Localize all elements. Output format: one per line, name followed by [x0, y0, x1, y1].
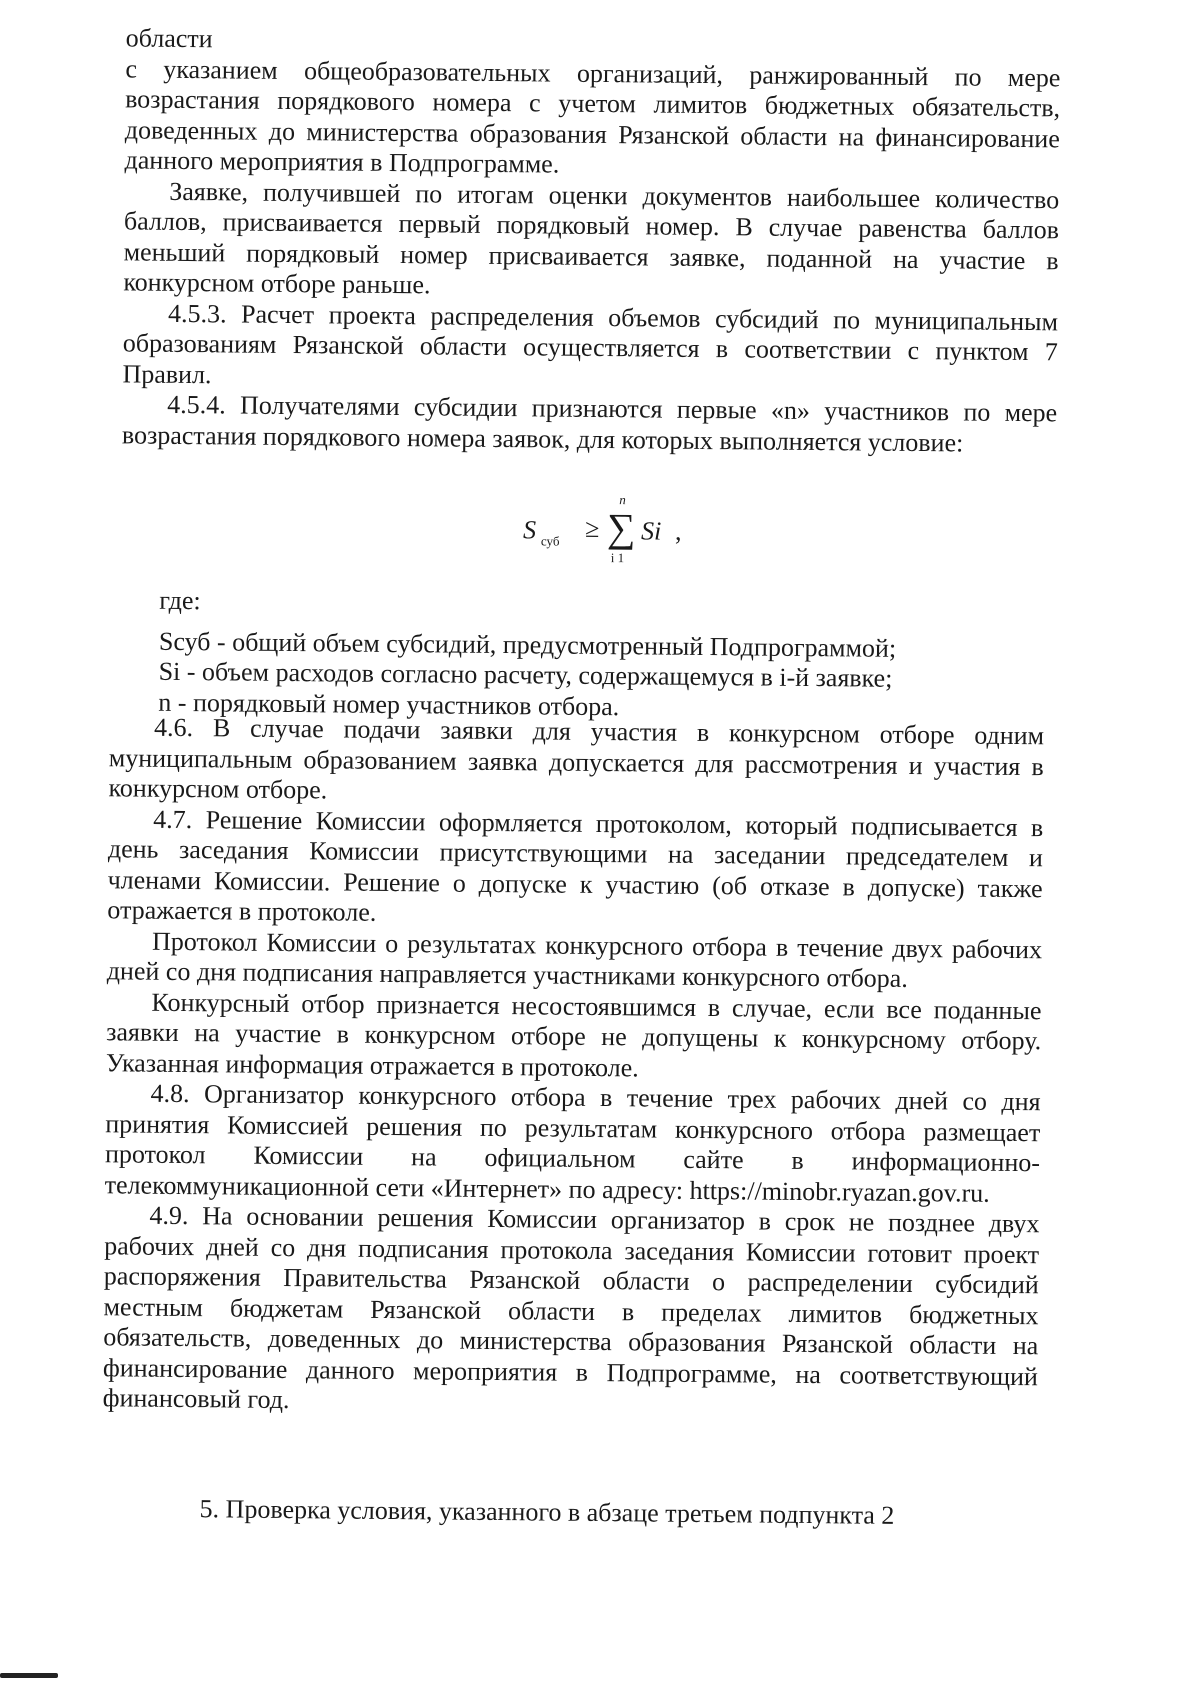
continuation-word: области [125, 23, 213, 54]
text-block-main [103, 712, 1045, 1422]
definition-n: n - порядковый номер участников отбора. [158, 687, 620, 721]
paragraph-protocol: Протокол Комиссии о результатах конкурсного отбора в течение двух рабочих дней со дня подписания направляется участниками конкурсного отбора. [106, 926, 1043, 993]
formula-upper-limit: n [619, 492, 626, 508]
paragraph-4-5-3: 4.5.3. Расчет проекта распределения объемов субсидий по муниципальным образованиям Рязанской области осуществляется в соответствии с пунктом 7 Правил. [122, 298, 1059, 389]
text-block-definitions [113, 585, 1049, 726]
paragraph-list: с указанием общеобразовательных организаций, ранжированный по мере возрастания порядкового номера с учетом лимитов бюджетных обязательств, доведенных до министерства образования Рязанской области на финансирование данного мероприятия в Подпрограмме. [124, 53, 1061, 179]
paragraph-4-9: 4.9. На основании решения Комиссии организатор в срок не позднее двух рабочих дней со дня подписания протокола заседания Комиссии готовит проект распоряжения Правительства Рязанской области о распределении субсидий местным бюджетам Рязанской области в пределах лимитов бюджетных обязательств, доведенных до министерства образования Рязанской области на финансирование данного мероприятия в Подпрограмме, на соответствующий финансовый год. [102, 1200, 1040, 1415]
paragraph-4-5-4: 4.5.4. Получателями субсидии признаются первые «n» участников по мере возрастания порядкового номера заявок, для которых выполняется условие: [121, 389, 1058, 457]
text-block-top [122, 23, 1061, 459]
definition-si: Si - объем расходов согласно расчету, содержащемуся в i-й заявке; [158, 656, 893, 693]
paragraph-failed-selection: Конкурсный отбор признается несостоявшимся в случае, если все поданные заявки на участие в конкурсном отборе не допущены к конкурсному отбору. Указанная информация отражается в протоколе. [105, 987, 1042, 1082]
paragraph-4-7: 4.7. Решение Комиссии оформляется протоколом, который подписывается в день заседания Комиссии присутствующими на заседании председателем и членами Комиссии. Решение о допуске к участию (об отказе в допуске) также отражается в протоколе. [107, 804, 1044, 927]
scan-edge-mark [0, 1673, 58, 1678]
formula-sigma: ∑ [606, 505, 636, 551]
section-heading-5: 5. Проверка условия, указанного в абзаце третьем подпункта 2 [199, 1494, 895, 1530]
subsidy-formula [523, 489, 744, 571]
formula-si: Si [640, 516, 662, 546]
formula-lower-limit: i 1 [610, 550, 625, 566]
formula-comma: , [674, 516, 682, 546]
formula-s: S [522, 515, 537, 545]
formula-ge-sign: ≥ [584, 513, 600, 543]
paragraph-rank: Заявке, получившей по итогам оценки документов наибольшее количество баллов, присваивается первый порядковый номер. В случае равенства баллов меньший порядковый номер присваивается заявке, поданной на участие в конкурсном отборе раньше. [123, 176, 1060, 300]
where-label: где: [159, 585, 201, 616]
formula-subscript: суб [540, 533, 560, 549]
paragraph-4-6: 4.6. В случае подачи заявки для участия в конкурсном отборе одним муниципальным образованием заявка допускается для рассмотрения и участия в конкурсном отборе. [108, 712, 1045, 805]
paragraph-4-8: 4.8. Организатор конкурсного отбора в течение трех рабочих дней со дня принятия Комиссией решения по результатам конкурсного отбора размещает протокол Комиссии на официальном сайте в информационно-телекоммуникационной сети «Интернет» по адресу: https://minobr.ryazan.gov.ru. [104, 1078, 1041, 1208]
definition-s-sub: Sсуб - общий объем субсидий, предусмотренный Подпрограммой; [158, 626, 897, 663]
